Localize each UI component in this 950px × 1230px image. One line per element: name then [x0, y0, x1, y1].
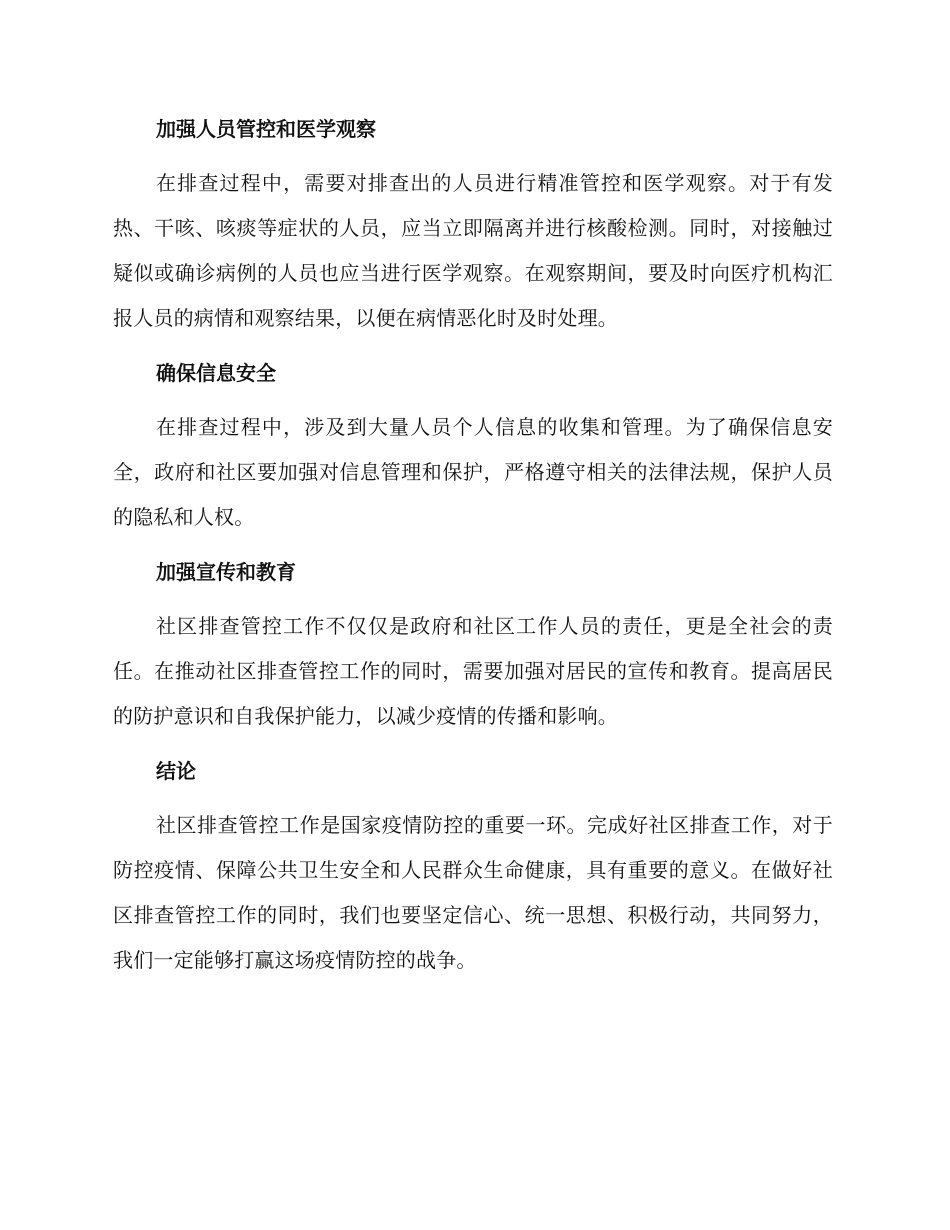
section-heading-information-security: 确保信息安全 — [156, 361, 276, 385]
section-body-publicity-education: 社区排查管控工作不仅仅是政府和社区工作人员的责任，更是全社会的责任。在推动社区排查管控工作的同时，需要加强对居民的宣传和教育。提高居民的防护意识和自我保护能力，以减少疫情的传播和影响。 — [113, 614, 833, 728]
document-content — [113, 112, 833, 998]
section-body-information-security: 在排查过程中，涉及到大量人员个人信息的收集和管理。为了确保信息安全，政府和社区要加强对信息管理和保护，严格遵守相关的法律法规，保护人员的隐私和人权。 — [113, 415, 833, 529]
section-heading-conclusion: 结论 — [156, 759, 196, 783]
section-body-conclusion: 社区排查管控工作是国家疫情防控的重要一环。完成好社区排查工作，对于防控疫情、保障公共卫生安全和人民群众生命健康，具有重要的意义。在做好社区排查管控工作的同时，我们也要坚定信心、统一思想、积极行动，共同努力，我们一定能够打赢这场疫情防控的战争。 — [113, 813, 833, 972]
section-heading-personnel-control: 加强人员管控和医学观察 — [156, 117, 376, 141]
section-body-personnel-control: 在排查过程中，需要对排查出的人员进行精准管控和医学观察。对于有发热、干咳、咳痰等症状的人员，应当立即隔离并进行核酸检测。同时，对接触过疑似或确诊病例的人员也应当进行医学观察。在观察期间，要及时向医疗机构汇报人员的病情和观察结果，以便在病情恶化时及时处理。 — [113, 171, 833, 330]
section-heading-publicity-education: 加强宣传和教育 — [156, 560, 296, 584]
